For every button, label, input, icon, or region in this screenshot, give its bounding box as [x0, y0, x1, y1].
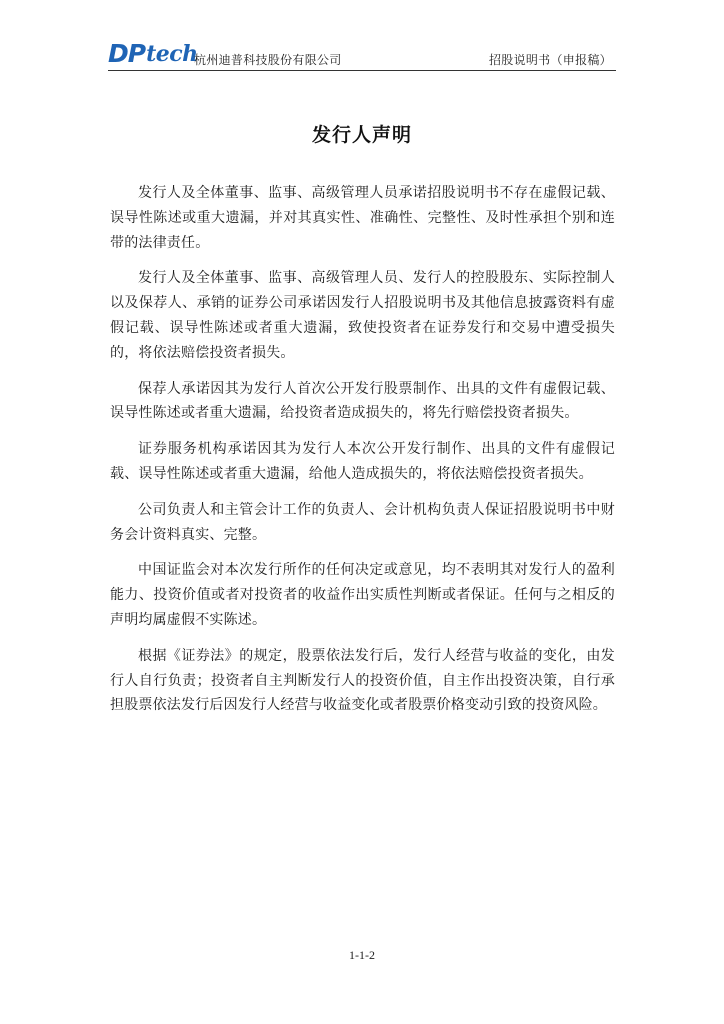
page-header	[108, 40, 616, 70]
paragraph-compensation-commitment: 发行人及全体董事、监事、高级管理人员、发行人的控股股东、实际控制人以及保荐人、承销的证券公司承诺因发行人招股说明书及其他信息披露资料有虚假记载、误导性陈述或者重大遗漏，致使投资者在证券发行和交易中遭受损失的，将依法赔偿投资者损失。	[110, 270, 615, 361]
logo-tech-text: tech	[146, 41, 198, 67]
paragraph-sponsor-commitment: 保荐人承诺因其为发行人首次公开发行股票制作、出具的文件有虚假记载、误导性陈述或者重大遗漏，给投资者造成损失的，将先行赔偿投资者损失。	[110, 380, 615, 422]
paragraph-issuer-commitment: 发行人及全体董事、监事、高级管理人员承诺招股说明书不存在虚假记载、误导性陈述或重大遗漏，并对其真实性、准确性、完整性、及时性承担个别和连带的法律责任。	[110, 185, 615, 251]
page-title: 发行人声明	[311, 124, 412, 146]
header-divider	[108, 70, 616, 71]
paragraph-service-agency-commitment: 证券服务机构承诺因其为发行人本次公开发行制作、出具的文件有虚假记载、误导性陈述或者重大遗漏，给他人造成损失的，将依法赔偿投资者损失。	[110, 441, 615, 482]
paragraph-investment-risk: 根据《证券法》的规定，股票依法发行后，发行人经营与收益的变化，由发行人自行负责；投资者自主判断发行人的投资价值，自主作出投资决策，自行承担股票依法发行后因发行人经营与收益变化或者股票价格变动引致的投资风险。	[110, 647, 615, 714]
document-type: 招股说明书（申报稿）	[488, 53, 612, 67]
company-logo	[108, 40, 198, 68]
logo-dp-text: DP	[108, 39, 146, 68]
paragraph-csrc-disclaimer: 中国证监会对本次发行所作的任何决定或意见，均不表明其对发行人的盈利能力、投资价值或者对投资者的收益作出实质性判断或者保证。任何与之相反的声明均属虚假不实陈述。	[110, 562, 615, 628]
statement-body	[110, 181, 615, 729]
paragraph-financial-assurance: 公司负责人和主管会计工作的负责人、会计机构负责人保证招股说明书中财务会计资料真实、完整。	[110, 501, 615, 543]
company-name: 杭州迪普科技股份有限公司	[194, 53, 342, 67]
page-number: 1-1-2	[349, 948, 375, 962]
